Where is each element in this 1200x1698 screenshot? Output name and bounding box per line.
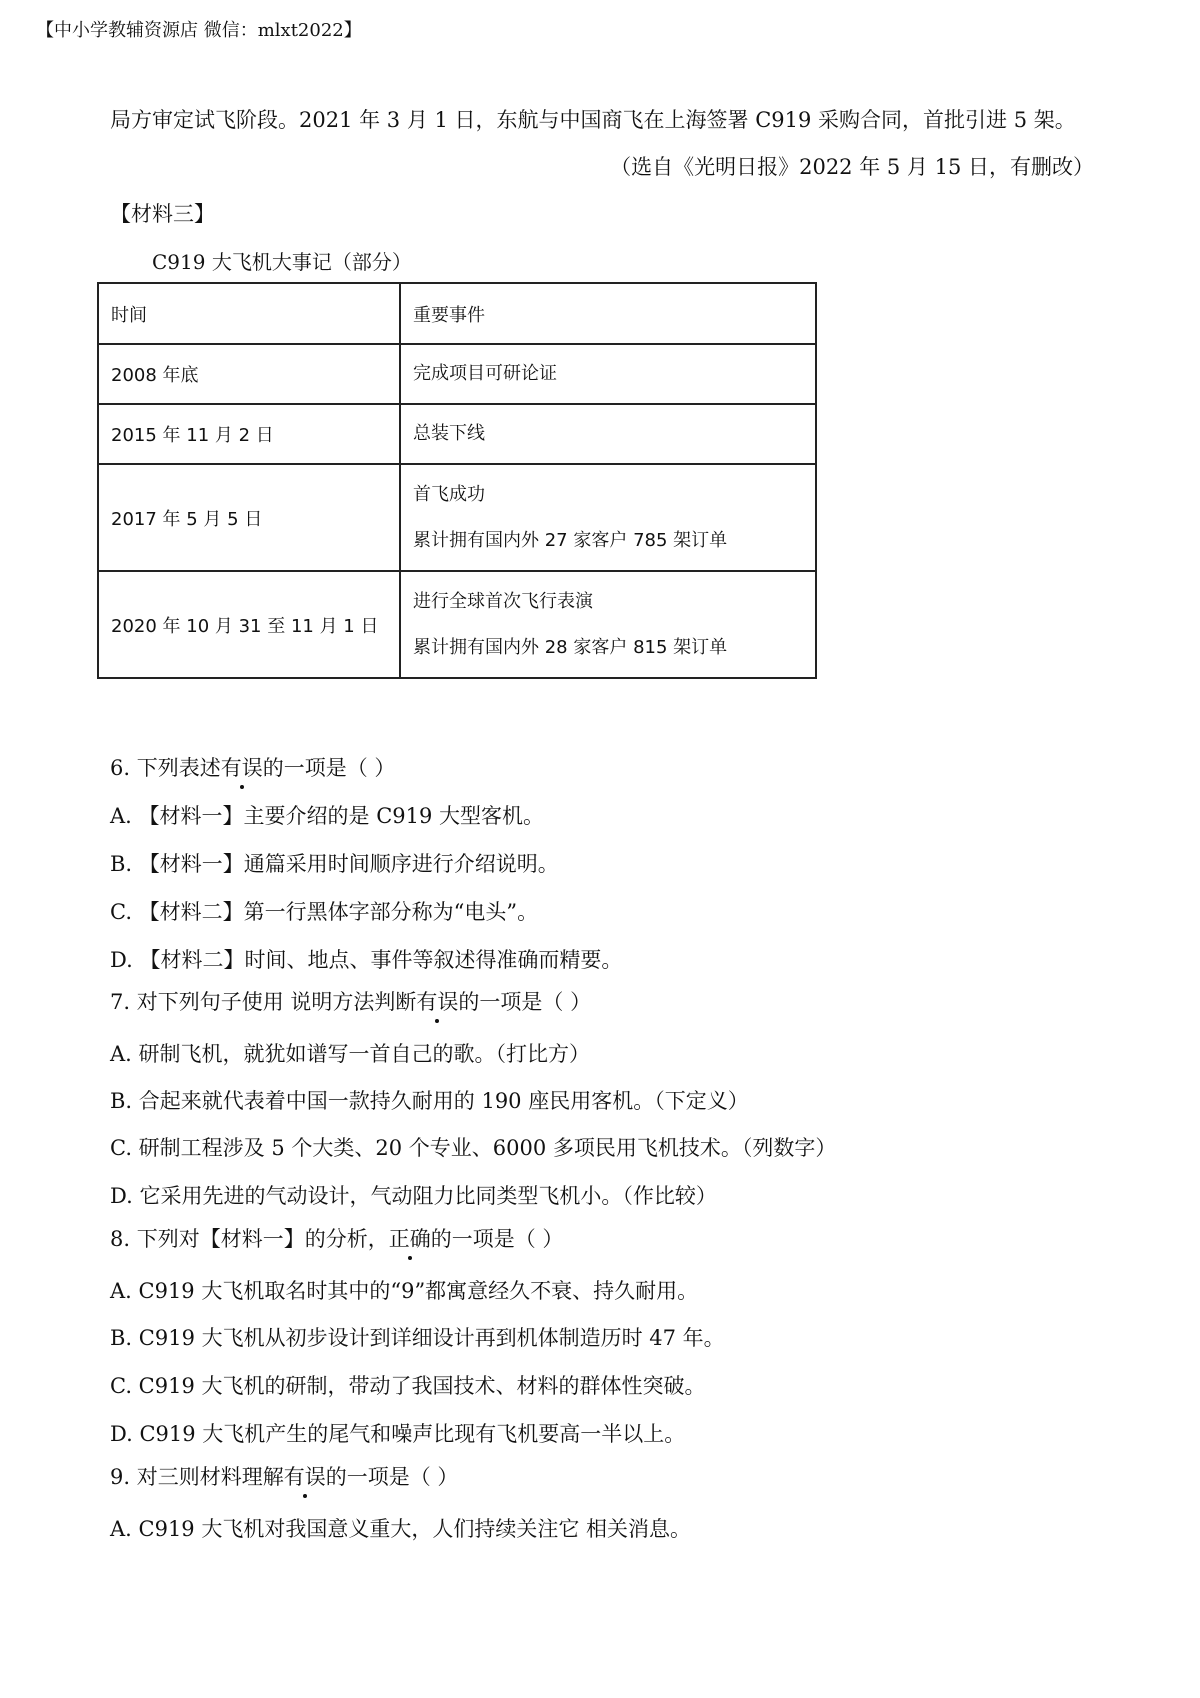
question-7-option-a: A. 研制飞机，就犹如谱写一首自己的歌。（打比方） [110,1042,591,1066]
table-row [98,464,816,571]
question-8-stem [110,1223,563,1253]
table-cell-time: 2008 年底 [98,344,400,404]
emphasis-text: 有误 [416,986,458,1016]
stem-text: 6. 下列表述 [110,756,221,780]
section-title: 【材料三】 [110,202,215,226]
table-cell-time: 2017 年 5 月 5 日 [98,464,400,571]
emphasis-text: 有误 [284,1461,326,1491]
question-7-option-c: C. 研制工程涉及 5 个大类、20 个专业、6000 多项民用飞机技术。（列数字） [110,1136,837,1160]
table-caption: C919 大飞机大事记（部分） [152,250,412,274]
table-row [98,571,816,678]
event-line: 累计拥有国内外 27 家客户 785 架订单 [413,529,728,551]
table-cell-events [400,344,816,404]
table-row [98,344,816,404]
table-header-events: 重要事件 [400,283,816,344]
event-line: 总装下线 [413,423,485,444]
question-7-option-d: D. 它采用先进的气动设计，气动阻力比同类型飞机小。（作比较） [110,1184,717,1208]
table-cell-events [400,404,816,464]
stem-text: 7. 对下列句子使用 说明方法判断 [110,990,417,1014]
event-line: 累计拥有国内外 28 家客户 815 架订单 [413,636,728,658]
table-cell-events [400,464,816,571]
emphasis-text: 正确 [389,1223,431,1253]
event-line: 完成项目可研论证 [413,363,557,384]
stem-text: 的一项是（ ） [325,1465,459,1489]
stem-text: 9. 对三则材料理解 [110,1465,284,1489]
emphasis-text: 有误 [221,752,263,782]
question-7-stem [110,986,591,1016]
event-line: 进行全球首次飞行表演 [413,590,593,612]
chronology-table [97,282,817,679]
table-header-time: 时间 [98,283,400,344]
table-cell-time: 2015 年 11 月 2 日 [98,404,400,464]
question-6-option-d: D. 【材料二】时间、地点、事件等叙述得准确而精要。 [110,948,623,972]
page-header: 【中小学教辅资源店 微信：mlxt2022】 [36,20,362,41]
question-6-option-c: C. 【材料二】第一行黑体字部分称为“电头”。 [110,900,539,924]
question-8-option-c: C. C919 大飞机的研制，带动了我国技术、材料的群体性突破。 [110,1374,706,1398]
table-cell-time: 2020 年 10 月 31 至 11 月 1 日 [98,571,400,678]
stem-text: 的一项是（ ） [458,990,592,1014]
question-8-option-a: A. C919 大飞机取名时其中的“9”都寓意经久不衰、持久耐用。 [110,1279,699,1303]
event-line: 首飞成功 [413,483,485,505]
table-row [98,404,816,464]
article-paragraph: 局方审定试飞阶段。2021 年 3 月 1 日，东航与中国商飞在上海签署 C919 采购合同，首批引进 5 架。 [110,108,1076,132]
source-citation: （选自《光明日报》2022 年 5 月 15 日，有删改） [610,155,1094,179]
table-header-row [98,283,816,344]
question-9-stem [110,1461,458,1491]
question-8-option-d: D. C919 大飞机产生的尾气和噪声比现有飞机要高一半以上。 [110,1422,686,1446]
stem-text: 的一项是（ ） [430,1227,564,1251]
question-9-option-a: A. C919 大飞机对我国意义重大，人们持续关注它 相关消息。 [110,1517,692,1541]
table-cell-events [400,571,816,678]
question-8-option-b: B. C919 大飞机从初步设计到详细设计再到机体制造历时 47 年。 [110,1326,725,1350]
question-6-stem [110,752,395,782]
stem-text: 8. 下列对【材料一】的分析， [110,1227,389,1251]
question-6-option-a: A. 【材料一】主要介绍的是 C919 大型客机。 [110,804,545,828]
stem-text: 的一项是（ ） [262,756,396,780]
question-6-option-b: B. 【材料一】通篇采用时间顺序进行介绍说明。 [110,852,559,876]
question-7-option-b: B. 合起来就代表着中国一款持久耐用的 190 座民用客机。（下定义） [110,1089,749,1113]
